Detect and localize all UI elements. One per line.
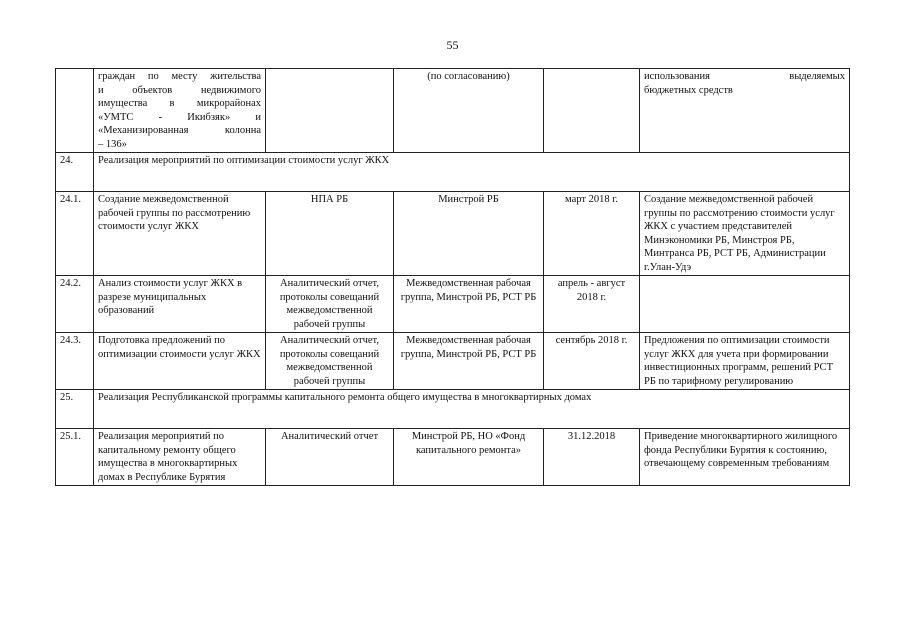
section-title: Реализация Республиканской программы капитального ремонта общего имущества в многоквартирных домах <box>94 390 850 429</box>
section-num: 24. <box>56 153 94 192</box>
cell-action <box>94 69 266 153</box>
cell-document: Аналитический отчет <box>266 429 394 486</box>
result-line: использования выделяемых <box>644 71 845 82</box>
cell-action: Анализ стоимости услуг ЖКХ в разрезе муниципальных образований <box>94 276 266 333</box>
cell-result <box>640 276 850 333</box>
cell-num <box>56 69 94 153</box>
cell-document: Аналитический отчет, протоколы совещаний межведомственной рабочей группы <box>266 276 394 333</box>
table-row <box>56 333 850 390</box>
action-line: «Механизированная колонна <box>98 125 261 136</box>
action-plan-table <box>55 68 850 486</box>
cell-deadline: март 2018 г. <box>544 192 640 276</box>
cell-deadline: 31.12.2018 <box>544 429 640 486</box>
cell-result: Предложения по оптимизации стоимости услуг ЖКХ для учета при формировании инвестиционных программ, решений РСТ РБ по тарифному регулированию <box>640 333 850 390</box>
action-line: имущества в микрорайонах <box>98 98 261 109</box>
result-line: бюджетных средств <box>644 84 733 96</box>
cell-result: Приведение многоквартирного жилищного фонда Республики Бурятия к состоянию, отвечающему современным требованиям <box>640 429 850 486</box>
cell-document <box>266 69 394 153</box>
cell-document: НПА РБ <box>266 192 394 276</box>
cell-deadline: апрель - август 2018 г. <box>544 276 640 333</box>
cell-action: Подготовка предложений по оптимизации стоимости услуг ЖКХ <box>94 333 266 390</box>
cell-executor: (по согласованию) <box>394 69 544 153</box>
action-line: – 136» <box>98 138 127 150</box>
section-num: 25. <box>56 390 94 429</box>
page-number: 55 <box>446 38 459 52</box>
action-line: «УМТС - Икибзяк» и <box>98 111 261 123</box>
cell-result: Создание межведомственной рабочей группы по рассмотрению стоимости услуг ЖКХ с участием представителей Минэкономики РБ, Минстроя РБ, Минтранса РБ, РСТ РБ, Администрации г.Улан-Удэ <box>640 192 850 276</box>
cell-action: Реализация мероприятий по капитальному ремонту общего имущества в многоквартирных домах в Республике Бурятия <box>94 429 266 486</box>
cell-deadline: сентябрь 2018 г. <box>544 333 640 390</box>
section-title: Реализация мероприятий по оптимизации стоимости услуг ЖКХ <box>94 153 850 192</box>
table-row <box>56 192 850 276</box>
cell-executor: Межведомственная рабочая группа, Минстрой РБ, РСТ РБ <box>394 333 544 390</box>
cell-num: 25.1. <box>56 429 94 486</box>
section-row-24 <box>56 153 850 192</box>
cell-action: Создание межведомственной рабочей группы по рассмотрению стоимости услуг ЖКХ <box>94 192 266 276</box>
table-row <box>56 429 850 486</box>
cell-num: 24.1. <box>56 192 94 276</box>
cell-document: Аналитический отчет, протоколы совещаний межведомственной рабочей группы <box>266 333 394 390</box>
action-line: граждан по месту жительства <box>98 71 261 82</box>
cell-deadline <box>544 69 640 153</box>
cell-executor: Межведомственная рабочая группа, Минстрой РБ, РСТ РБ <box>394 276 544 333</box>
action-line: и объектов недвижимого <box>98 84 261 96</box>
table-row <box>56 276 850 333</box>
cell-num: 24.2. <box>56 276 94 333</box>
section-row-25 <box>56 390 850 429</box>
cell-executor: Минстрой РБ <box>394 192 544 276</box>
cell-num: 24.3. <box>56 333 94 390</box>
cell-result <box>640 69 850 153</box>
table-row-continuation <box>56 69 850 153</box>
cell-executor: Минстрой РБ, НО «Фонд капитального ремонта» <box>394 429 544 486</box>
